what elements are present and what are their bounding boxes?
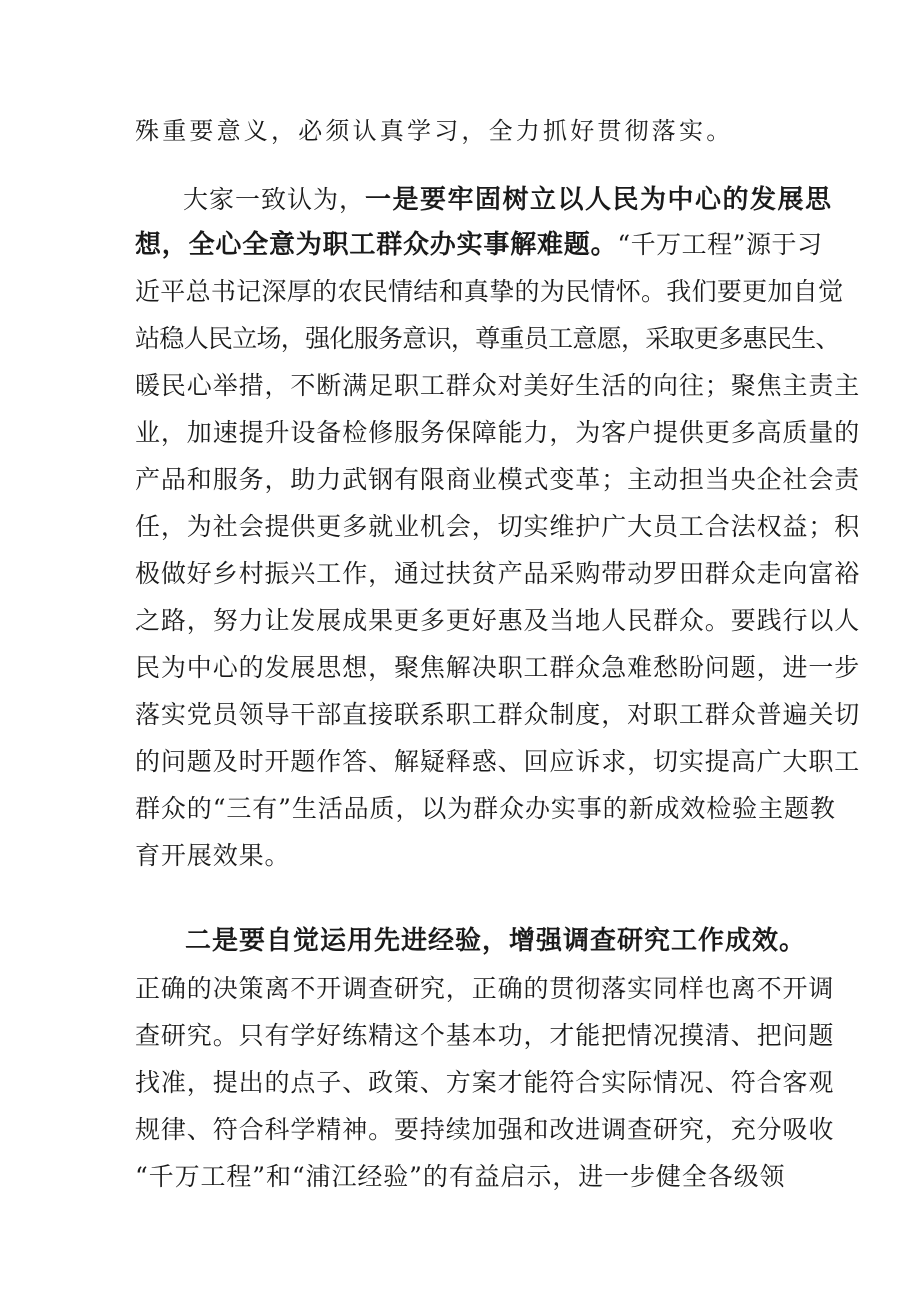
line-text: 的问题及时开题作答、解疑释惑、回应诉求，切实提高广大职工: [135, 747, 861, 776]
bold-heading-text: 想，全心全意为职工群众办实事解难题。: [135, 230, 618, 260]
text-line: [135, 320, 840, 358]
bold-heading-text: 一是要牢固树立以人民为中心的发展思: [365, 185, 833, 215]
text-line: [135, 602, 860, 640]
paragraph-1-line-1: [183, 181, 833, 219]
text-line: [135, 696, 860, 734]
line-text: 落实党员领导干部直接联系职工群众制度，对职工群众普遍关切: [135, 700, 861, 729]
text-line: [135, 508, 860, 546]
text-line: [135, 414, 860, 452]
line-text: 规律、符合科学精神。要持续加强和改进调查研究，充分吸收: [135, 1115, 835, 1144]
line-text: 产品和服务，助力武钢有限商业模式变革；主动担当央企社会责: [135, 465, 861, 494]
line-text: 极做好乡村振兴工作，通过扶贫产品采购带动罗田群众走向富裕: [135, 559, 861, 588]
text-line: [135, 649, 860, 687]
text-line: [135, 790, 836, 828]
line-text: 找准，提出的点子、政策、方案才能符合实际情况、符合客观: [135, 1068, 835, 1097]
line-text: 任，为社会提供更多就业机会，切实维护广大员工合法权益；积: [135, 512, 861, 541]
text-line: [135, 555, 860, 593]
text-line: [135, 1017, 834, 1055]
text-line: [135, 461, 860, 499]
line-text: 站稳人民立场，强化服务意识，尊重员工意愿，采取更多惠民生、: [135, 324, 840, 353]
line-text: 民为中心的发展思想，聚焦解决职工群众急难愁盼问题，进一步: [135, 653, 861, 682]
line-text: 业，加速提升设备检修服务保障能力，为客户提供更多高质量的: [135, 418, 861, 447]
line-text: 正确的决策离不开调查研究，正确的贯彻落实同样也离不开调: [135, 974, 835, 1003]
line-text: 暖民心举措，不断满足职工群众对美好生活的向往；聚焦主责主: [135, 371, 861, 400]
text-line: [135, 970, 834, 1008]
line-lead-text: 大家一致认为，: [183, 185, 366, 214]
line-text: 查研究。只有学好练精这个基本功，才能把情况摸清、把问题: [135, 1021, 835, 1050]
text-line: [135, 1158, 785, 1196]
text-line: [135, 273, 843, 311]
line-text: 近平总书记深厚的农民情结和真挚的为民情怀。我们要更加自觉: [135, 277, 844, 306]
line-text: 殊重要意义，必须认真学习，全力抓好贯彻落实。: [135, 117, 734, 145]
line-text: 群众的“三有”生活品质，以为群众办实事的新成效检验主题教: [135, 794, 836, 823]
text-line: [135, 112, 733, 150]
text-line: [135, 367, 860, 405]
bold-heading-text: 二是要自觉运用先进经验，增强调查研究工作成效。: [185, 926, 807, 956]
paragraph-1-line-2: [135, 226, 822, 264]
text-line: [135, 837, 290, 875]
line-text: 育开展效果。: [135, 841, 291, 870]
section-two-heading: [185, 922, 806, 960]
line-text: 之路，努力让发展成果更多更好惠及当地人民群众。要践行以人: [135, 606, 861, 635]
text-line: [135, 1111, 834, 1149]
line-text: “千万工程”源于习: [617, 230, 823, 259]
text-line: [135, 1064, 834, 1102]
line-text: “千万工程”和“浦江经验”的有益启示，进一步健全各级领: [135, 1162, 786, 1191]
text-line: [135, 743, 860, 781]
